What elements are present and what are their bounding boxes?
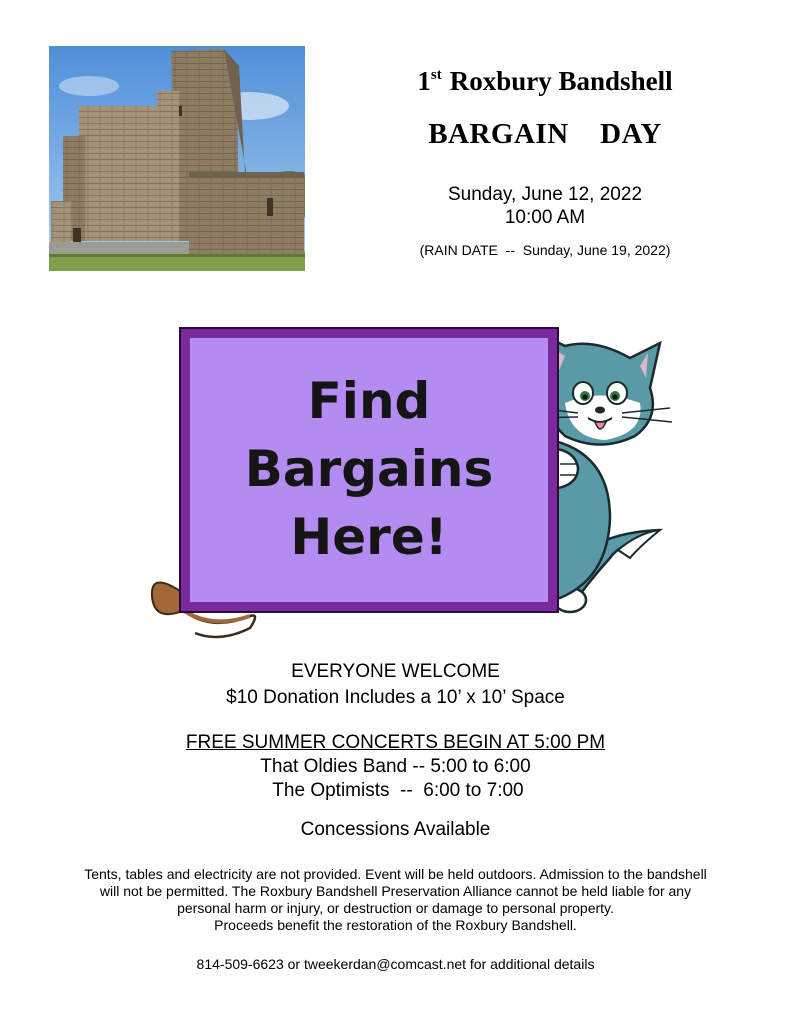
donation-text: $10 Donation Includes a 10’ x 10’ Space: [226, 687, 565, 708]
title-ordinal: 1: [417, 66, 431, 96]
sign-line3: Here!: [290, 508, 448, 566]
welcome-block: [0, 659, 791, 711]
title-name: Roxbury Bandshell: [449, 66, 673, 96]
event-date: Sunday, June 12, 2022: [447, 184, 643, 205]
sign-line2: Bargains: [244, 440, 494, 498]
event-datetime: [330, 183, 760, 229]
event-time: 10:00 AM: [504, 207, 586, 228]
fine-print-line: Tents, tables and electricity are not provided. Event will be held outdoors. Admission to the bandshell: [84, 866, 707, 882]
band-1: That Oldies Band -- 5:00 to 6:00: [260, 756, 531, 777]
concerts-heading: FREE SUMMER CONCERTS BEGIN AT 5:00 PM: [185, 732, 606, 753]
fine-print-line: personal harm or injury, or destruction or damage to personal property.: [177, 900, 614, 916]
concessions-text: Concessions Available: [300, 819, 491, 840]
fine-print: [40, 866, 751, 934]
welcome-text: EVERYONE WELCOME: [291, 661, 500, 682]
event-title: [330, 66, 760, 97]
event-subtitle: BARGAIN DAY: [428, 118, 662, 150]
sign-board: [180, 328, 558, 612]
bargains-sign-illustration: [140, 318, 680, 648]
sign-line1: Find: [307, 372, 431, 430]
fine-print-line: will not be permitted. The Roxbury Bandshell Preservation Alliance cannot be held liable for any: [99, 883, 692, 899]
band-2: The Optimists -- 6:00 to 7:00: [267, 780, 524, 801]
fine-print-line: Proceeds benefit the restoration of the Roxbury Bandshell.: [214, 917, 577, 933]
title-ordinal-suffix: st: [430, 67, 442, 83]
concerts-block: [0, 731, 791, 803]
rain-date: (RAIN DATE -- Sunday, June 19, 2022): [419, 242, 671, 258]
bandshell-photo: [49, 46, 305, 271]
contact-info: 814-509-6623 or tweekerdan@comcast.net for additional details: [196, 956, 595, 972]
